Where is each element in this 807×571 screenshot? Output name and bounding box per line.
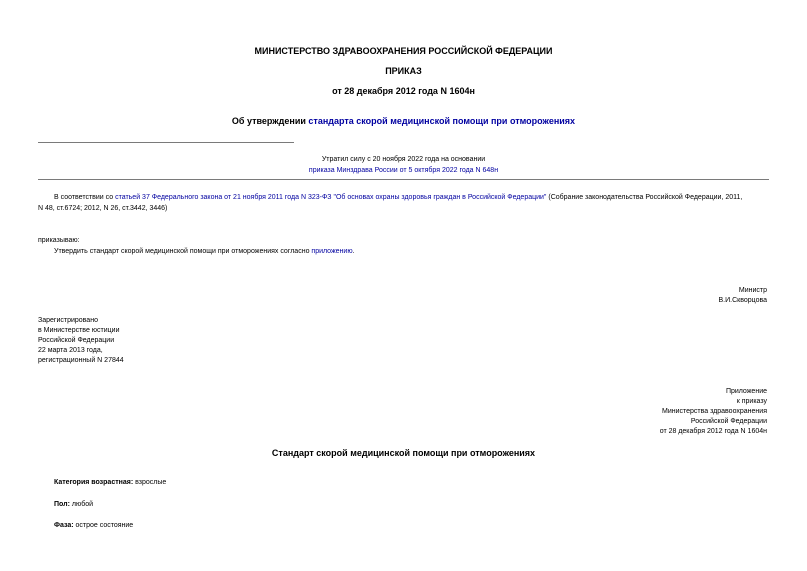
appendix-link[interactable]: приложению (311, 248, 353, 255)
document-title (0, 116, 807, 126)
approve-end: . (352, 248, 355, 255)
age-category-label: Категория возрастная: (54, 479, 134, 486)
registration-line: Российской Федерации (38, 337, 115, 344)
registration-line: 22 марта 2013 года, (38, 347, 103, 354)
status-note (0, 154, 807, 176)
preamble-suffix: (Собрание законодательства Российской Федерации, 2011, (546, 194, 743, 201)
appendix-line: к приказу (736, 398, 767, 405)
sex-value: любой (69, 501, 94, 508)
registration-line: Зарегистрировано (38, 317, 98, 324)
preamble-line-2: N 48, ст.6724; 2012, N 26, ст.3442, 3446) (38, 205, 168, 212)
signature-position: Министр (738, 287, 767, 294)
status-link[interactable]: приказа Минздрава России от 5 октября 2022 года N 648н (308, 167, 499, 174)
age-category-row (54, 479, 166, 486)
ministry-heading: МИНИСТЕРСТВО ЗДРАВООХРАНЕНИЯ РОССИЙСКОЙ ФЕДЕРАЦИИ (254, 46, 553, 56)
full-divider (38, 179, 769, 180)
sex-label: Пол: (54, 501, 70, 508)
phase-value: острое состояние (73, 522, 134, 529)
appendix-line: Приложение (725, 388, 767, 395)
appendix-block (660, 387, 767, 437)
registration-line: в Министерстве юстиции (38, 327, 120, 334)
preamble-prefix: В соответствии со (54, 194, 116, 201)
registration-block (38, 316, 124, 366)
status-line: Утратил силу с 20 ноября 2022 года на основании (321, 156, 486, 163)
registration-line: регистрационный N 27844 (38, 357, 124, 364)
short-divider (38, 142, 294, 143)
sex-row (54, 501, 93, 508)
order-section (38, 235, 355, 257)
title-prefix: Об утверждении (231, 116, 309, 126)
preamble-line-1 (38, 192, 769, 203)
order-keyword: приказываю: (38, 237, 80, 244)
document-date-number: от 28 декабря 2012 года N 1604н (332, 86, 475, 96)
document-type: ПРИКАЗ (385, 66, 422, 76)
appendix-line: Российской Федерации (690, 418, 767, 425)
title-link[interactable]: стандарта скорой медицинской помощи при отморожениях (308, 116, 576, 126)
age-category-value: взрослые (133, 479, 167, 486)
phase-row (54, 522, 133, 529)
signature-block (719, 286, 768, 306)
signature-name: В.И.Скворцова (718, 297, 767, 304)
appendix-line: Министерства здравоохранения (662, 408, 767, 415)
phase-label: Фаза: (54, 522, 74, 529)
law-link[interactable]: статьей 37 Федерального закона от 21 ноября 2011 года N 323-ФЗ "Об основах охраны здоровья граждан в Российской Федерации" (115, 194, 547, 201)
order-approve-line (38, 246, 355, 257)
appendix-line: от 28 декабря 2012 года N 1604н (659, 428, 767, 435)
approve-text: Утвердить стандарт скорой медицинской помощи при отморожениях согласно (54, 248, 312, 255)
standard-title: Стандарт скорой медицинской помощи при отморожениях (271, 448, 536, 458)
preamble (38, 192, 769, 214)
